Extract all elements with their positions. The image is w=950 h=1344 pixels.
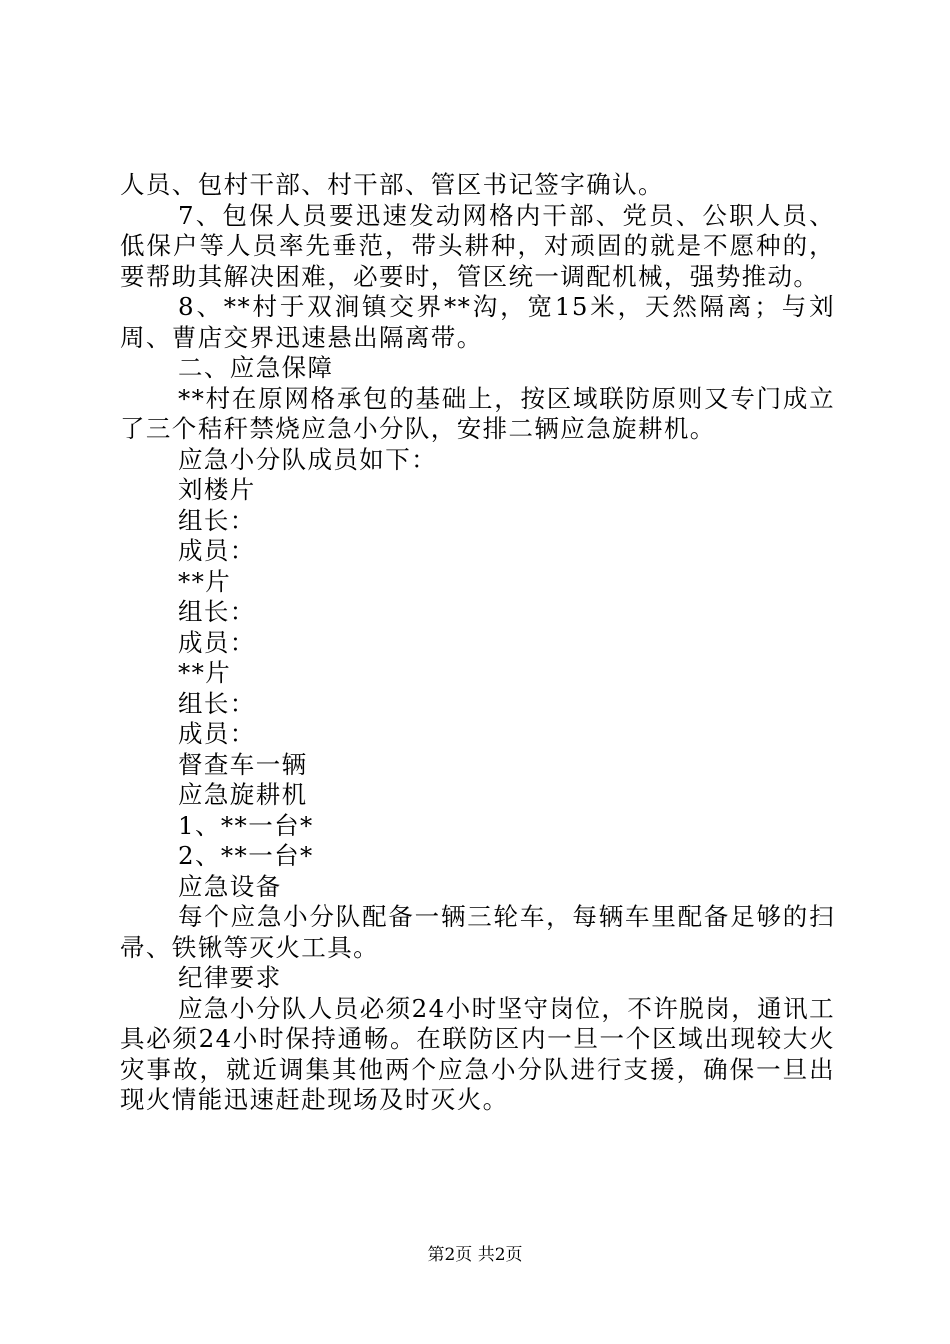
page-footer: 第2页 共2页 [427, 1245, 523, 1265]
paragraph: 成员： [178, 627, 256, 657]
paragraph: 纪律要求 [178, 963, 282, 992]
paragraph: **片 [178, 658, 232, 687]
paragraph: 人员、包村干部、村干部、管区书记签字确认。 [120, 170, 664, 199]
paragraph: 督查车一辆 [178, 749, 308, 779]
paragraph: **村在原网格承包的基础上，按区域联防原则又专门成立了三个秸秆禁烧应急小分队，安排二辆应急旋耕机。 [120, 383, 835, 443]
document-body [120, 170, 835, 1116]
paragraph: **片 [178, 566, 232, 596]
paragraph: 应急小分队人员必须24小时坚守岗位，不许脱岗，通讯工具必须24小时保持通畅。在联防区内一旦一个区域出现较大火灾事故，就近调集其他两个应急小分队进行支援，确保一旦出现火情能迅速赶赴现场及时灭火。 [120, 993, 835, 1114]
paragraph: 组长： [178, 597, 256, 626]
paragraph: 8、**村于双涧镇交界**沟，宽15米，天然隔离；与刘周、曹店交界迅速悬出隔离带。 [120, 292, 835, 352]
paragraph: 7、包保人员要迅速发动网格内干部、党员、公职人员、低保户等人员率先垂范，带头耕种，对顽固的就是不愿种的，要帮助其解决困难，必要时，管区统一调配机械，强势推动。 [120, 200, 835, 291]
paragraph: 应急设备 [178, 871, 282, 901]
paragraph: 成员： [178, 536, 256, 565]
paragraph: 每个应急小分队配备一辆三轮车，每辆车里配备足够的扫帚、铁锹等灭火工具。 [120, 902, 835, 962]
paragraph: 应急小分队成员如下： [178, 444, 437, 474]
paragraph: 应急旋耕机 [178, 780, 308, 809]
paragraph: 2、**一台* [178, 841, 314, 870]
paragraph: 组长： [178, 688, 256, 718]
paragraph: 刘楼片 [178, 475, 256, 504]
paragraph: 组长： [178, 505, 256, 535]
paragraph: 二、应急保障 [178, 353, 334, 382]
paragraph: 1、**一台* [178, 810, 314, 840]
paragraph: 成员： [178, 719, 256, 748]
